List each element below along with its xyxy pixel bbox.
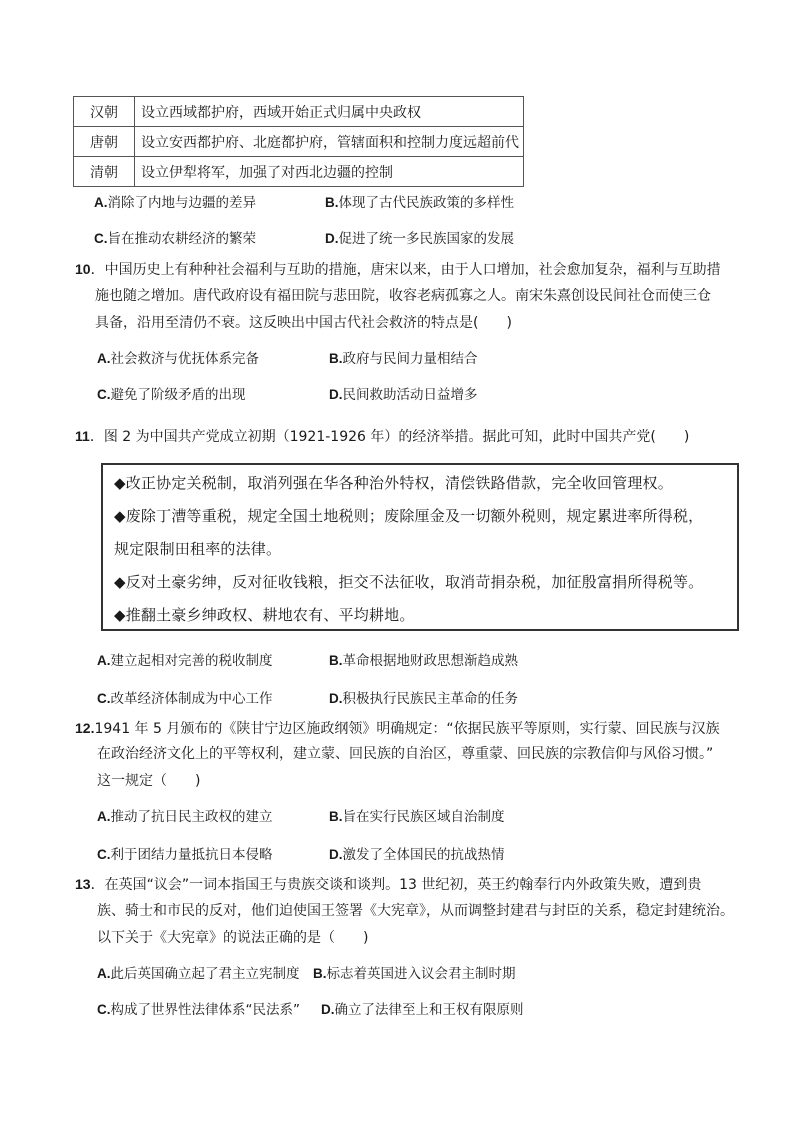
q11-option-a: A.建立起相对完善的税收制度 xyxy=(97,653,273,669)
content-cell: 设立安西都护府、北庭都护府，管辖面积和控制力度远超前代 xyxy=(135,127,524,157)
table-row xyxy=(74,127,524,157)
q10-option-b: B.政府与民间力量相结合 xyxy=(329,351,478,367)
material-line-4: ◆反对土豪劣绅，反对征收钱粮，拒交不法征收，取消苛捐杂税，加征殷富捐所得税等。 xyxy=(114,573,704,591)
q13-stem-line-2: 族、骑士和市民的反对，他们迫使国王签署《大宪章》，从而调整封建君与封臣的关系，稳定封建统治。 xyxy=(97,903,734,919)
q9-option-c: C.旨在推动农耕经济的繁荣 xyxy=(94,231,256,247)
table-row xyxy=(74,157,524,187)
q10-stem-line-1: 10．中国历史上有种种社会福利与互助的措施，唐宋以来，由于人口增加，社会愈加复杂，福利与互助措 xyxy=(75,261,721,278)
material-line-5: ◆推翻土豪乡绅政权、耕地农有、平均耕地。 xyxy=(114,606,415,624)
q13-stem-line-3: 以下关于《大宪章》的说法正确的是（ ) xyxy=(97,930,369,946)
q12-stem-line-2: 在政治经济文化上的平等权利，建立蒙、回民族的自治区，尊重蒙、回民族的宗教信仰与风俗习惯。” xyxy=(97,746,714,762)
table-row xyxy=(74,97,524,127)
dynasty-cell: 唐朝 xyxy=(74,127,135,157)
q11-stem: 11．图 2 为中国共产党成立初期（1921-1926 年）的经济举措。据此可知，此时中国共产党( ) xyxy=(75,428,690,445)
q10-stem-line-3: 具备，沿用至清仍不衰。这反映出中国古代社会救济的特点是( ) xyxy=(95,315,512,331)
dynasty-table xyxy=(73,96,524,187)
q12-option-c: C.利于团结力量抵抗日本侵略 xyxy=(97,847,273,863)
q12-option-b: B.旨在实行民族区域自治制度 xyxy=(329,809,505,825)
q13-stem-line-1: 13．在英国“议会”一词本指国王与贵族交谈和谈判。13 世纪初，英王约翰奉行内外政策失败，遭到贵 xyxy=(75,876,702,893)
q13-option-d: D.确立了法律至上和王权有限原则 xyxy=(321,1002,524,1018)
content-cell: 设立伊犁将军，加强了对西北边疆的控制 xyxy=(135,157,524,187)
q13-option-b: B.标志着英国进入议会君主制时期 xyxy=(313,966,516,982)
q11-option-b: B.革命根据地财政思想渐趋成熟 xyxy=(329,653,518,669)
q12-stem-line-1: 12.1941 年 5 月颁布的《陕甘宁边区施政纲领》明确规定：“依据民族平等原则，实行蒙、回民族与汉族 xyxy=(75,720,720,737)
q11-option-c: C.改革经济体制成为中心工作 xyxy=(97,691,273,707)
q10-option-c: C.避免了阶级矛盾的出现 xyxy=(97,387,246,403)
q9-option-b: B.体现了古代民族政策的多样性 xyxy=(325,195,514,211)
q11-option-d: D.积极执行民族民主革命的任务 xyxy=(329,691,518,707)
q12-stem-line-3: 这一规定（ ) xyxy=(97,773,201,789)
q9-option-a: A.消除了内地与边疆的差异 xyxy=(94,195,256,211)
q12-option-d: D.激发了全体国民的抗战热情 xyxy=(329,847,505,863)
dynasty-cell: 汉朝 xyxy=(74,97,135,127)
q10-stem-line-2: 施也随之增加。唐代政府设有福田院与悲田院，收容老病孤寡之人。南宋朱熹创设民间社仓而使三仓 xyxy=(95,288,711,304)
q10-option-a: A.社会救济与优抚体系完备 xyxy=(97,351,259,367)
content-cell: 设立西域都护府，西域开始正式归属中央政权 xyxy=(135,97,524,127)
material-line-3: 规定限制田租率的法律。 xyxy=(114,540,282,558)
dynasty-cell: 清朝 xyxy=(74,157,135,187)
q13-option-a: A.此后英国确立起了君主立宪制度 xyxy=(97,966,300,982)
material-line-2: ◆废除丁漕等重税，规定全国土地税则；废除厘金及一切额外税则，规定累进率所得税， xyxy=(114,507,704,525)
q13-option-c: C.构成了世界性法律体系“民法系” xyxy=(97,1002,300,1018)
q12-option-a: A.推动了抗日民主政权的建立 xyxy=(97,809,273,825)
q10-option-d: D.民间救助活动日益增多 xyxy=(329,387,478,403)
material-line-1: ◆改正协定关税制，取消列强在华各种治外特权，清偿铁路借款，完全收回管理权。 xyxy=(114,474,673,492)
q9-option-d: D.促进了统一多民族国家的发展 xyxy=(325,231,514,247)
